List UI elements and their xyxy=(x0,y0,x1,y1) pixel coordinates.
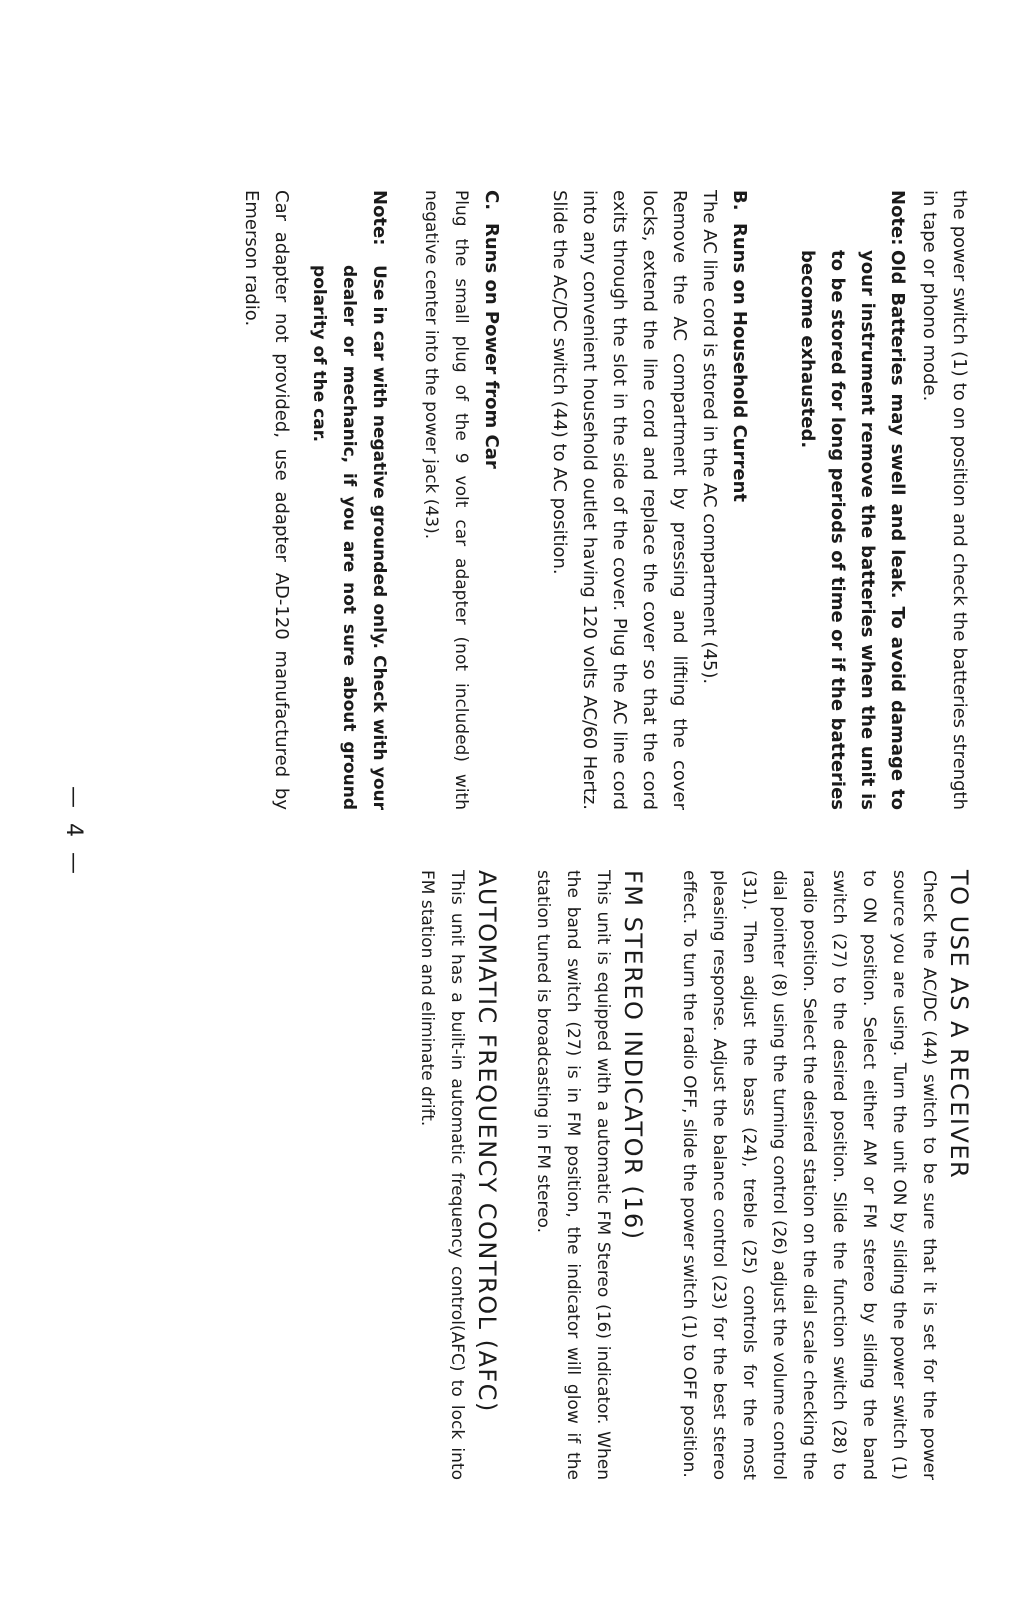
battery-note xyxy=(792,190,912,810)
receiver-heading: TO USE AS A RECEIVER xyxy=(945,870,973,1180)
section-letter: C. xyxy=(481,190,502,211)
section-b-paragraph-1: The AC line cord is stored in the AC compartment (45). xyxy=(699,190,720,685)
section-title: Runs on Power from Car xyxy=(481,223,502,469)
note-label: Note: xyxy=(369,190,390,246)
car-note xyxy=(304,190,394,810)
intro-paragraph: the power switch (1) to on position and check the batteries strength in tape or phono mode. xyxy=(919,190,970,810)
note-label: Note: xyxy=(887,190,908,246)
afc-heading: AUTOMATIC FREQUENCY CONTROL (AFC) xyxy=(473,870,501,1413)
left-column xyxy=(236,190,974,810)
section-b-heading xyxy=(724,190,754,810)
fm-stereo-heading: FM STEREO INDICATOR (16) xyxy=(619,870,647,1241)
fm-stereo-paragraph: This unit is equipped with a automatic FM Stereo (16) indicator. When the band switch (27) is in FM position, the indicator will glow if the station tuned is broadcasting in FM stereo. xyxy=(533,870,613,1480)
section-c-heading xyxy=(476,190,506,810)
note-text: Use in car with negative grounded only. Check with your dealer or mechanic, if you are not sure about ground polarity of the car. xyxy=(309,265,389,810)
section-b-paragraph-2: Remove the AC compartment by pressing and lifting the cover locks, extend the line cord and replace the cover so that the cord exits through the slot in the side of the cover. Plug the AC line cord into any convenient household outlet having 120 volts AC/60 Hertz. Slide the AC/DC switch (44) to AC position. xyxy=(549,190,690,810)
receiver-paragraph: Check the AC/DC (44) switch to be sure that it is set for the power source you are using. Turn the unit ON by sliding the power switch (1) to ON position. Select either AM or FM stereo by sliding the band switch (27) to the desired position. Slide the function switch (28) to radio position. Select the desired station on the dial scale checking the dial pointer (8) using the turning control (26) adjust the volume control (31). Then adjust the bass (24), treble (25) controls for the most pleasing response. Adjust the balance control (23) for the best stereo effect. To turn the radio OFF, slide the power switch (1) to OFF position. xyxy=(679,870,939,1480)
section-title: Runs on Household Current xyxy=(729,223,750,502)
note-text: Old Batteries may swell and leak. To avoid damage to your instrument remove the batteries when the unit is to be stored for long periods of time or if the batteries become exhausted. xyxy=(797,250,908,810)
section-letter: B. xyxy=(729,190,750,211)
afc-paragraph: This unit has a built-in automatic frequency control(AFC) to lock into FM station and eliminate drift. xyxy=(417,870,467,1480)
right-column xyxy=(412,870,974,1480)
page-number: — 4 — xyxy=(61,786,86,878)
section-c-paragraph-2: Car adapter not provided, use adapter AD-120 manufactured by Emerson radio. xyxy=(241,190,292,810)
section-c-paragraph-1: Plug the small plug of the 9 volt car adapter (not included) with negative center into the power jack (43). xyxy=(421,190,471,810)
